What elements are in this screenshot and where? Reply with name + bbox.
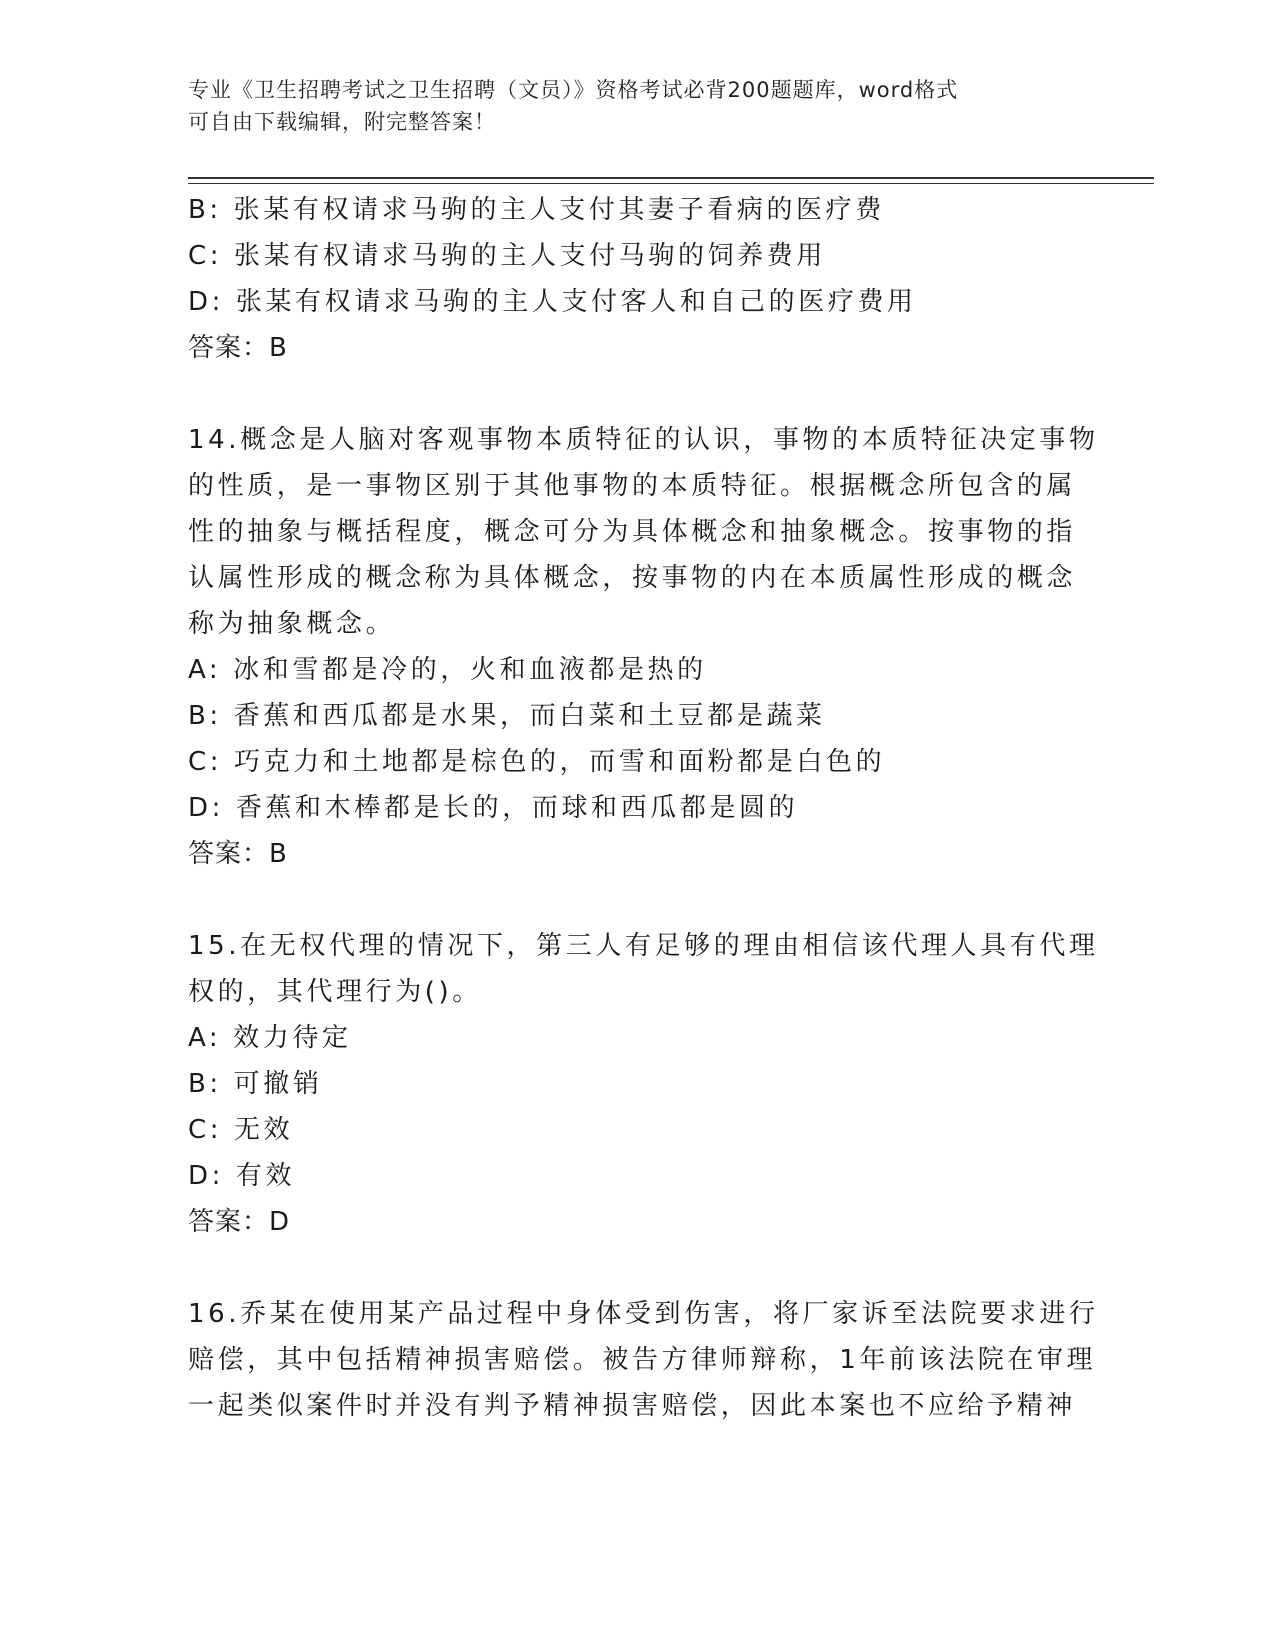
question-stem-line: 性的抽象与概括程度，概念可分为具体概念和抽象概念。按事物的指 [188,517,1077,547]
option-a: A: 冰和雪都是冷的，火和血液都是热的 [188,655,707,685]
spacer [188,371,1088,417]
question-stem-line: 一起类似案件时并没有判予精神损害赔偿，因此本案也不应给予精神 [188,1391,1077,1421]
header-rule-thin [188,183,1154,184]
question-13 [188,187,1088,371]
question-14 [188,417,1099,877]
question-16 [188,1291,1099,1429]
option-c: C: 巧克力和土地都是棕色的，而雪和面粉都是白色的 [188,747,886,777]
header-line-1: 专业《卫生招聘考试之卫生招聘（文员）》资格考试必背200题题库，word格式 [188,78,959,102]
option-a: A: 效力待定 [188,1023,352,1053]
question-stem-line: 称为抽象概念。 [188,609,396,639]
option-c: C: 张某有权请求马驹的主人支付马驹的饲养费用 [188,241,826,271]
question-15 [188,923,1099,1245]
header-line-2: 可自由下载编辑，附完整答案！ [188,110,496,134]
spacer [188,877,1088,923]
answer: 答案：D [188,1207,291,1237]
option-c: C: 无效 [188,1115,294,1145]
answer: 答案：B [188,839,288,869]
option-b: B: 张某有权请求马驹的主人支付其妻子看病的医疗费 [188,195,885,225]
spacer [188,1245,1088,1291]
document-header [188,74,1068,138]
question-stem-line: 认属性形成的概念称为具体概念，按事物的内在本质属性形成的概念 [188,563,1077,593]
header-rule-thick [188,177,1154,179]
option-b: B: 可撤销 [188,1069,323,1099]
document-body [188,187,1099,1429]
option-d: D: 香蕉和木棒都是长的，而球和西瓜都是圆的 [188,793,799,823]
question-stem-line: 赔偿，其中包括精神损害赔偿。被告方律师辩称，1年前该法院在审理 [188,1345,1097,1375]
answer: 答案：B [188,333,288,363]
option-b: B: 香蕉和西瓜都是水果，而白菜和土豆都是蔬菜 [188,701,826,731]
option-d: D: 有效 [188,1161,296,1191]
question-stem-line: 15.在无权代理的情况下，第三人有足够的理由相信该代理人具有代理 [188,931,1099,961]
question-stem-line: 16.乔某在使用某产品过程中身体受到伤害，将厂家诉至法院要求进行 [188,1299,1099,1329]
option-d: D: 张某有权请求马驹的主人支付客人和自己的医疗费用 [188,287,917,317]
question-stem-line: 14.概念是人脑对客观事物本质特征的认识，事物的本质特征决定事物 [188,425,1099,455]
question-stem-line: 的性质，是一事物区别于其他事物的本质特征。根据概念所包含的属 [188,471,1077,501]
question-stem-line: 权的，其代理行为()。 [188,977,482,1007]
